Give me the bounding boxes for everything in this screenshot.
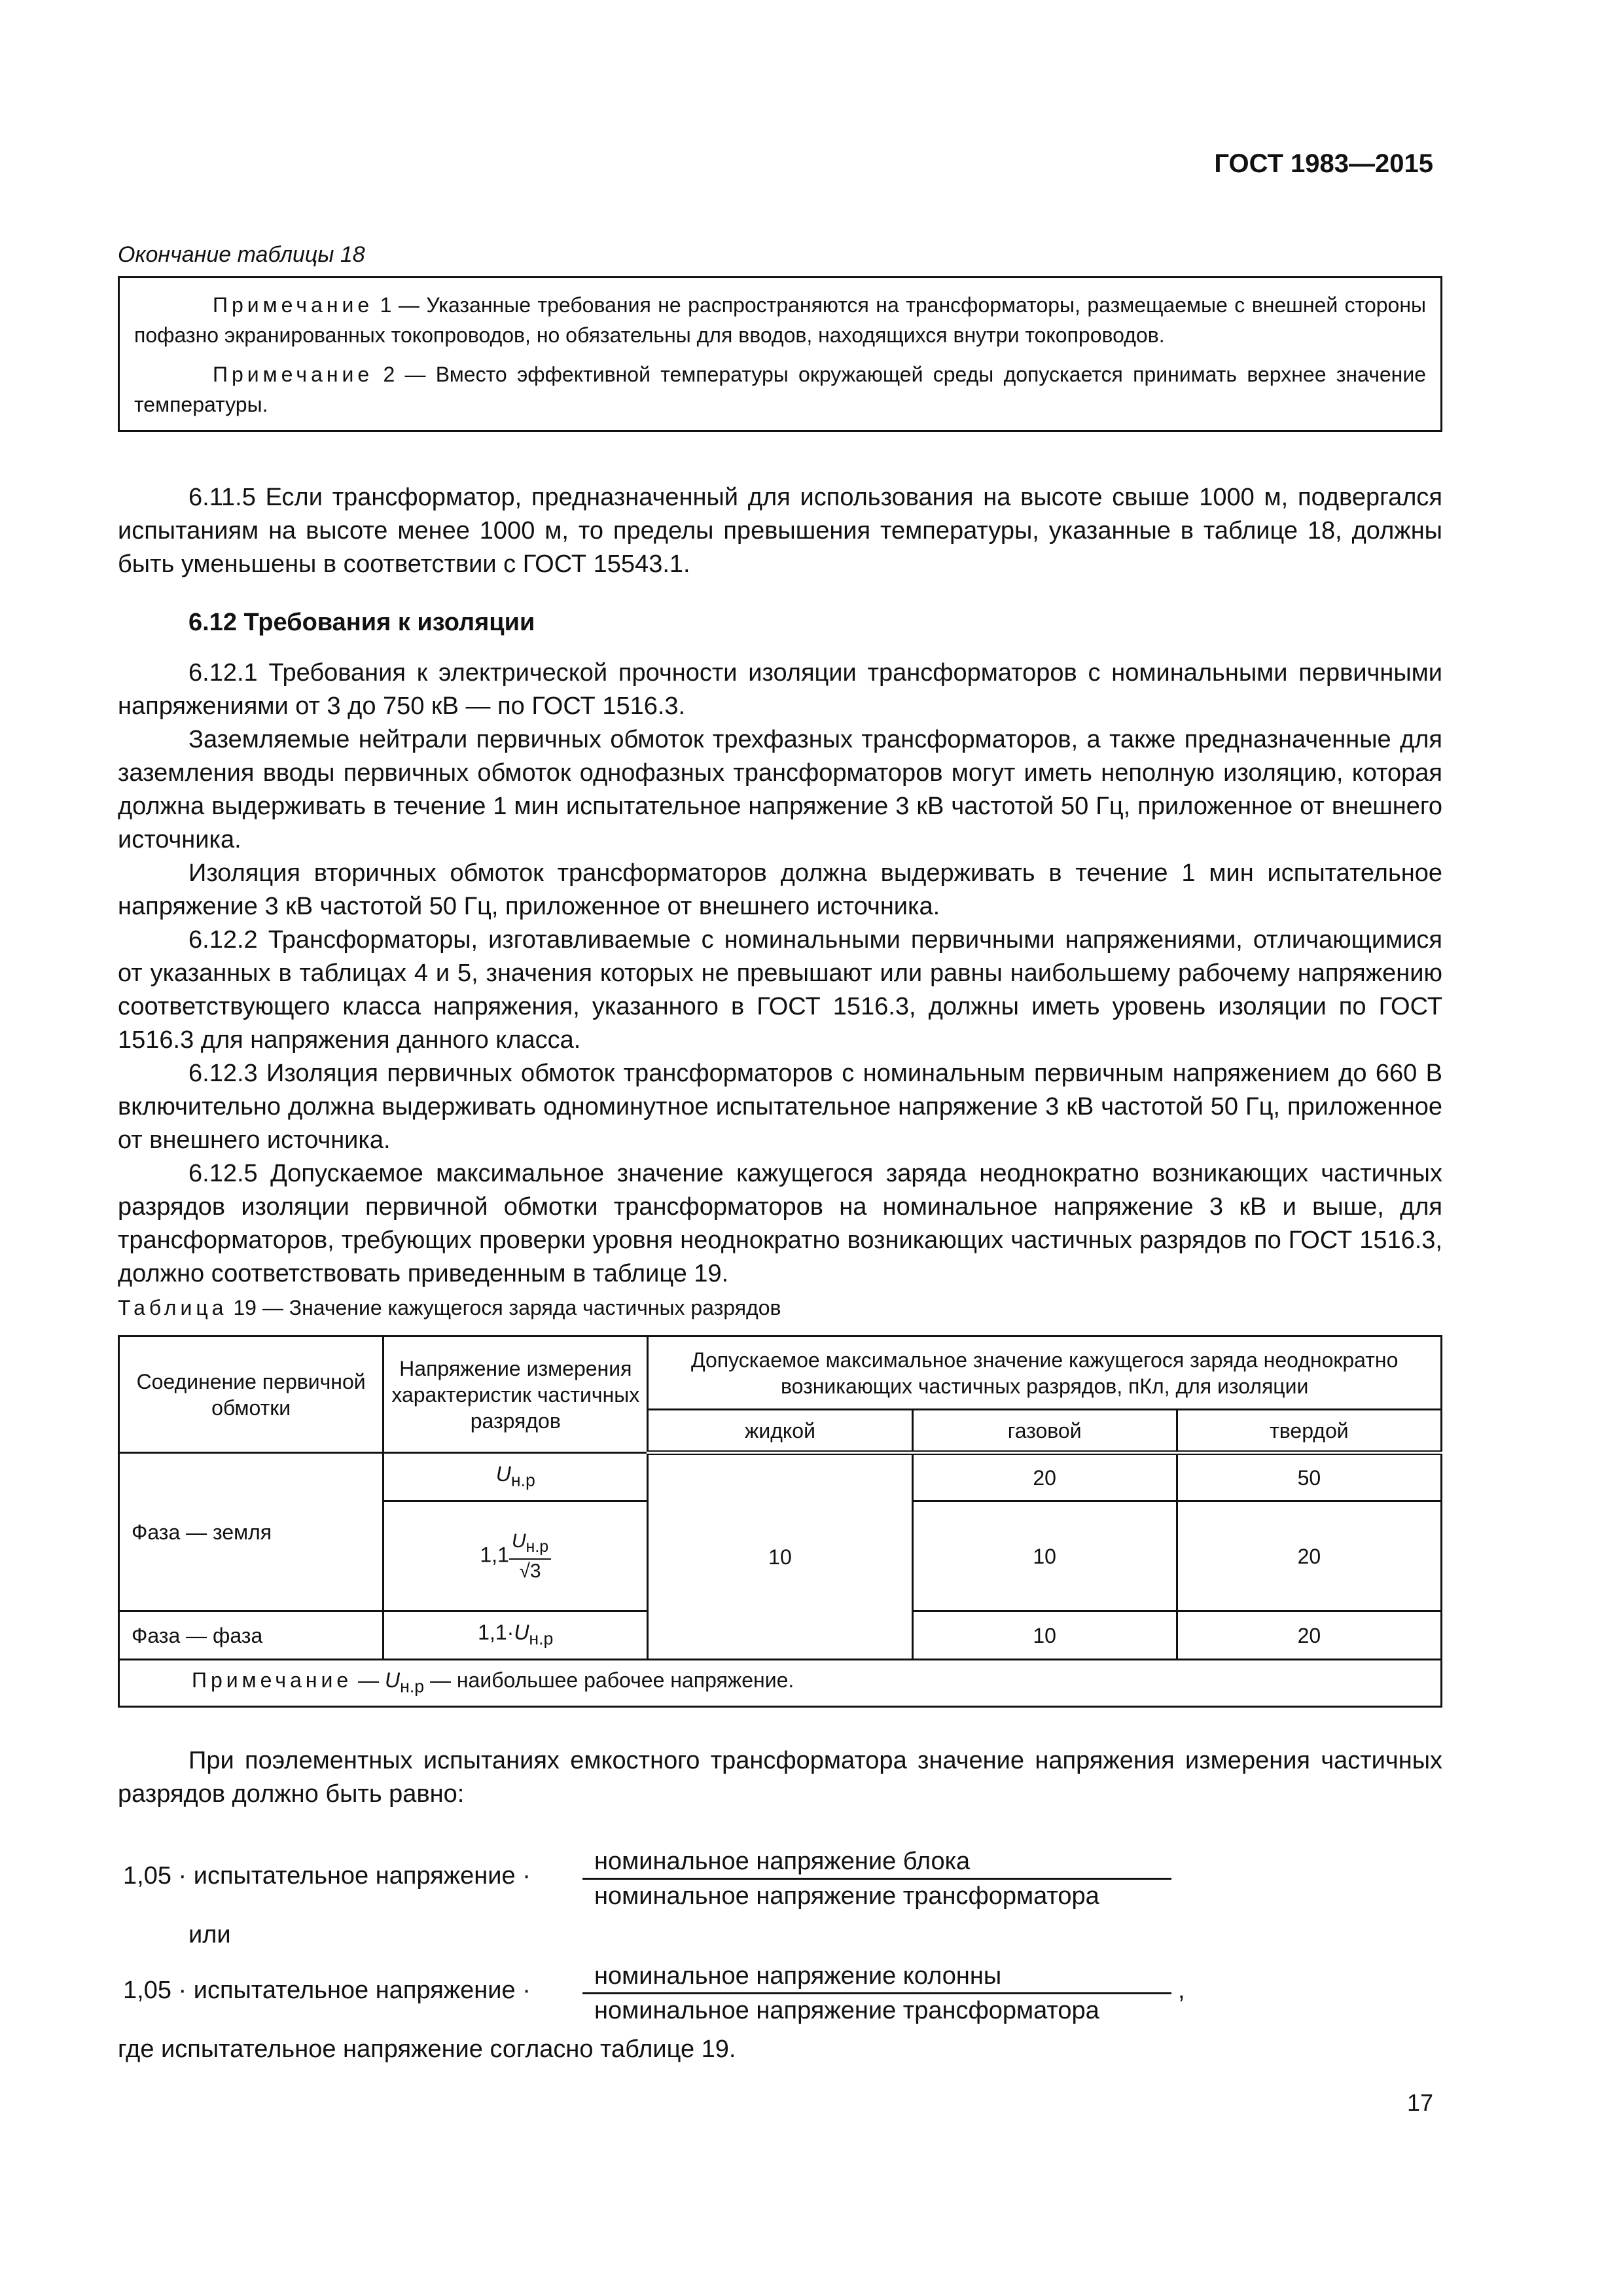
formula-1-fraction [582,1845,1171,1912]
page-number: 17 [1406,2089,1433,2116]
formula-2-fraction [582,1960,1171,2027]
paragraph-6-12-3: 6.12.3 Изоляция первичных обмоток трансформаторов с номинальным первичным напряжением до 660 В включительно должна выдерживать одноминутное испытательное напряжение 3 кВ частотой 50 Гц, приложенное от внешнего источника. [118,1060,1442,1154]
row-label-phase-phase: Фаза — фаза [119,1611,383,1660]
formula-2-comma: , [1178,1977,1185,2004]
header-connection: Соединение первичной обмотки [119,1336,383,1453]
paragraph-6-12-2: 6.12.2 Трансформаторы, изготавливаемые с номинальными первичными напряжениями, отличающимися от указанных в таблицах 4 и 5, значения которых не превышают или равны наибольшему рабочему напряжению соответствующего класса напряжения, указанного в ГОСТ 1516.3, должны иметь уровень изоляции по ГОСТ 1516.3 для напряжения данного класса. [118,926,1442,1054]
table19-note: Примечание — $U_{н.р}$ — наибольшее рабочее напряжение. [119,1660,1442,1707]
sqrt-three: √3 [519,1560,541,1582]
cell-gas-r3: 10 [912,1611,1177,1660]
table18-notes [118,276,1442,432]
section-heading-6-12: 6.12 Требования к изоляции [188,609,535,636]
document-code: ГОСТ 1983—2015 [1214,149,1433,178]
cell-gas-r2: 10 [912,1501,1177,1611]
fraction: $\frac{U_{н.р}}{√3}$ [509,1530,551,1583]
formula-2-denominator: номинальное напряжение трансформатора [594,1997,1099,2024]
note-text: 2 — Вместо эффективной температуры окружающей среды допускается принимать верхнее значение температуры. [134,363,1427,416]
cell-solid-r2: 20 [1177,1501,1441,1611]
cell-voltage-1-1-unr: $1,1\cdot U_{н.р}$ [383,1611,648,1660]
note-label: Примечание [213,363,374,386]
subheader-solid: твердой [1177,1410,1441,1453]
note-label: Примечание [213,293,374,317]
paragraph-6-11-5: 6.11.5 Если трансформатор, предназначенный для использования на высоте свыше 1000 м, подвергался испытаниям на высоте менее 1000 м, то пределы превышения температуры, указанные в таблице 18, должны быть уменьшены в соответствии с ГОСТ 15543.1. [118,484,1442,578]
row-label-phase-earth: Фаза — земля [119,1453,383,1611]
note-2 [134,359,1426,420]
formula-1-left: 1,05 · испытательное напряжение · [123,1862,531,1890]
table19-caption: Таблица 19 — Значение кажущегося заряда частичных разрядов [118,1296,781,1319]
formula-2 [118,1957,1230,2029]
paragraph-secondary-insulation: Изоляция вторичных обмоток трансформаторов должна выдерживать в течение 1 мин испытательное напряжение 3 кВ частотой 50 Гц, приложенное от внешнего источника. [118,859,1442,920]
subheader-gas: газовой [912,1410,1177,1453]
paragraph-where: где испытательное напряжение согласно таблице 19. [118,2036,736,2063]
cell-voltage-unr-sqrt3 [383,1501,648,1611]
coefficient: 1,1 [480,1542,509,1566]
header-measurement-voltage: Напряжение измерения характеристик частичных разрядов [383,1336,648,1453]
paragraph-6-12-5: 6.12.5 Допускаемое максимальное значение кажущегося заряда неоднократно возникающих частичных разрядов изоляции первичной обмотки трансформаторов на номинальное напряжение 3 кВ и выше, для трансформаторов, требующих проверки уровня неоднократно возникающих частичных разрядов по ГОСТ 1516.3, должно соответствовать приведенным в таблице 19. [118,1160,1442,1287]
note-1 [134,290,1426,350]
cell-voltage-unr: $U_{н.р}$ [383,1453,648,1501]
cell-solid-r3: 20 [1177,1611,1441,1660]
table-continuation-caption: Окончание таблицы 18 [118,242,365,267]
formula-2-left: 1,05 · испытательное напряжение · [123,1977,531,2004]
header-permissible-charge: Допускаемое максимальное значение кажущегося заряда неоднократно возникающих частичных разрядов, пКл, для изоляции [648,1336,1442,1410]
formula-1 [118,1842,1230,1914]
paragraph-grounded-neutrals: Заземляемые нейтрали первичных обмоток трехфазных трансформаторов, а также предназначенные для заземления вводы первичных обмоток однофазных трансформаторов могут иметь неполную изоляцию, которая должна выдерживать в течение 1 мин испытательное напряжение 3 кВ частотой 50 Гц, приложенное от внешнего источника. [118,726,1442,853]
paragraph-element-tests: При поэлементных испытаниях емкостного трансформатора значение напряжения измерения частичных разрядов должно быть равно: [118,1747,1442,1808]
paragraph-6-12-1: 6.12.1 Требования к электрической прочности изоляции трансформаторов с номинальными первичными напряжениями от 3 до 750 кВ — по ГОСТ 1516.3. [118,659,1442,720]
table-19 [118,1335,1442,1708]
formula-1-denominator: номинальное напряжение трансформатора [594,1882,1099,1910]
formula-1-numerator: номинальное напряжение блока [582,1845,1171,1880]
cell-solid-r1: 50 [1177,1453,1441,1501]
note-text: 1 — Указанные требования не распространяются на трансформаторы, размещаемые с внешней стороны пофазно экранированных токопроводов, но обязательны для вводов, находящихся внутри токопроводов. [134,293,1427,347]
cell-liquid-value: 10 [648,1453,912,1660]
subheader-liquid: жидкой [648,1410,912,1453]
formula-2-numerator: номинальное напряжение колонны [582,1960,1171,1994]
formula-or: или [188,1921,231,1948]
cell-gas-r1: 20 [912,1453,1177,1501]
